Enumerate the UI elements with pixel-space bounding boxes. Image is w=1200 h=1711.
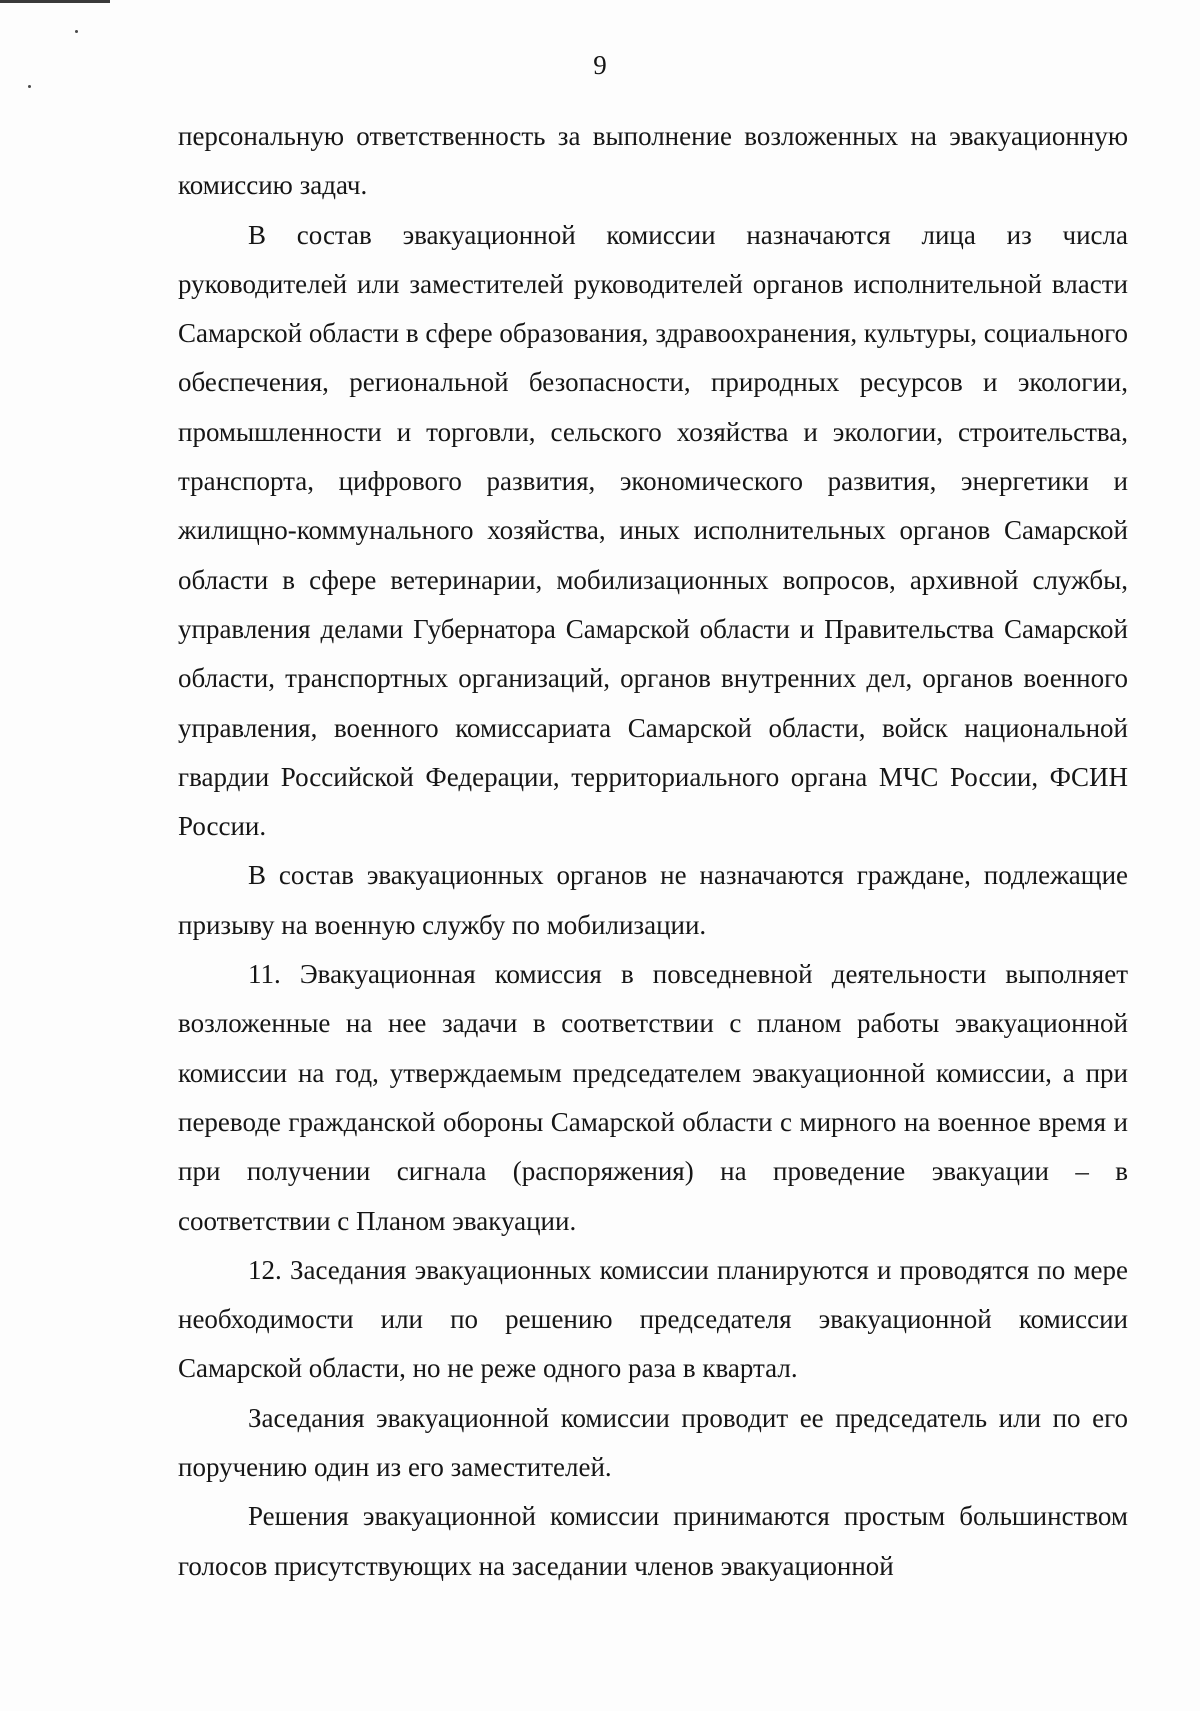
scan-speck [75,30,78,33]
paragraph: Заседания эвакуационной комиссии проводит ее председатель или по его поручению один из его заместителей. [178,1402,1128,1483]
scan-speck [28,85,31,88]
paragraph: В состав эвакуационной комиссии назначаются лица из числа руководителей или заместителей руководителей органов исполнительной власти Самарской области в сфере образования, здравоохранения, культуры, социального обеспечения, региональной безопасности, природных ресурсов и экологии, промышленности и торговли, сельского хозяйства и экологии, строительства, транспорта, цифрового развития, экономического развития, энергетики и жилищно-коммунального хозяйства, иных исполнительных органов Самарской области в сфере ветеринарии, мобилизационных вопросов, архивной службы, управления делами Губернатора Самарской области и Правительства Самарской области, транспортных организаций, органов внутренних дел, органов военного управления, военного комиссариата Самарской области, войск национальной гвардии Российской Федерации, территориального органа МЧС России, ФСИН России. [178,219,1128,842]
body-text [178,112,1128,1591]
paragraph: 12. Заседания эвакуационных комиссии планируются и проводятся по мере необходимости или по решению председателя эвакуационной комиссии Самарской области, но не реже одного раза в квартал. [178,1254,1128,1384]
paragraph: В состав эвакуационных органов не назначаются граждане, подлежащие призыву на военную службу по мобилизации. [178,860,1128,940]
paragraph: Решения эвакуационной комиссии принимаются простым большинством голосов присутствующих на заседании членов эвакуационной [178,1501,1128,1581]
paragraph: 11. Эвакуационная комиссия в повседневной деятельности выполняет возложенные на нее задачи в соответствии с планом работы эвакуационной комиссии на год, утверждаемым председателем эвакуационной комиссии, а при переводе гражданской обороны Самарской области с мирного на военное время и при получении сигнала (распоряжения) на проведение эвакуации – в соответствии с Планом эвакуации. [178,959,1128,1236]
scan-border-mark [0,0,110,3]
paragraph: персональную ответственность за выполнение возложенных на эвакуационную комиссию задач. [178,121,1128,201]
page-number: 9 [593,50,607,80]
